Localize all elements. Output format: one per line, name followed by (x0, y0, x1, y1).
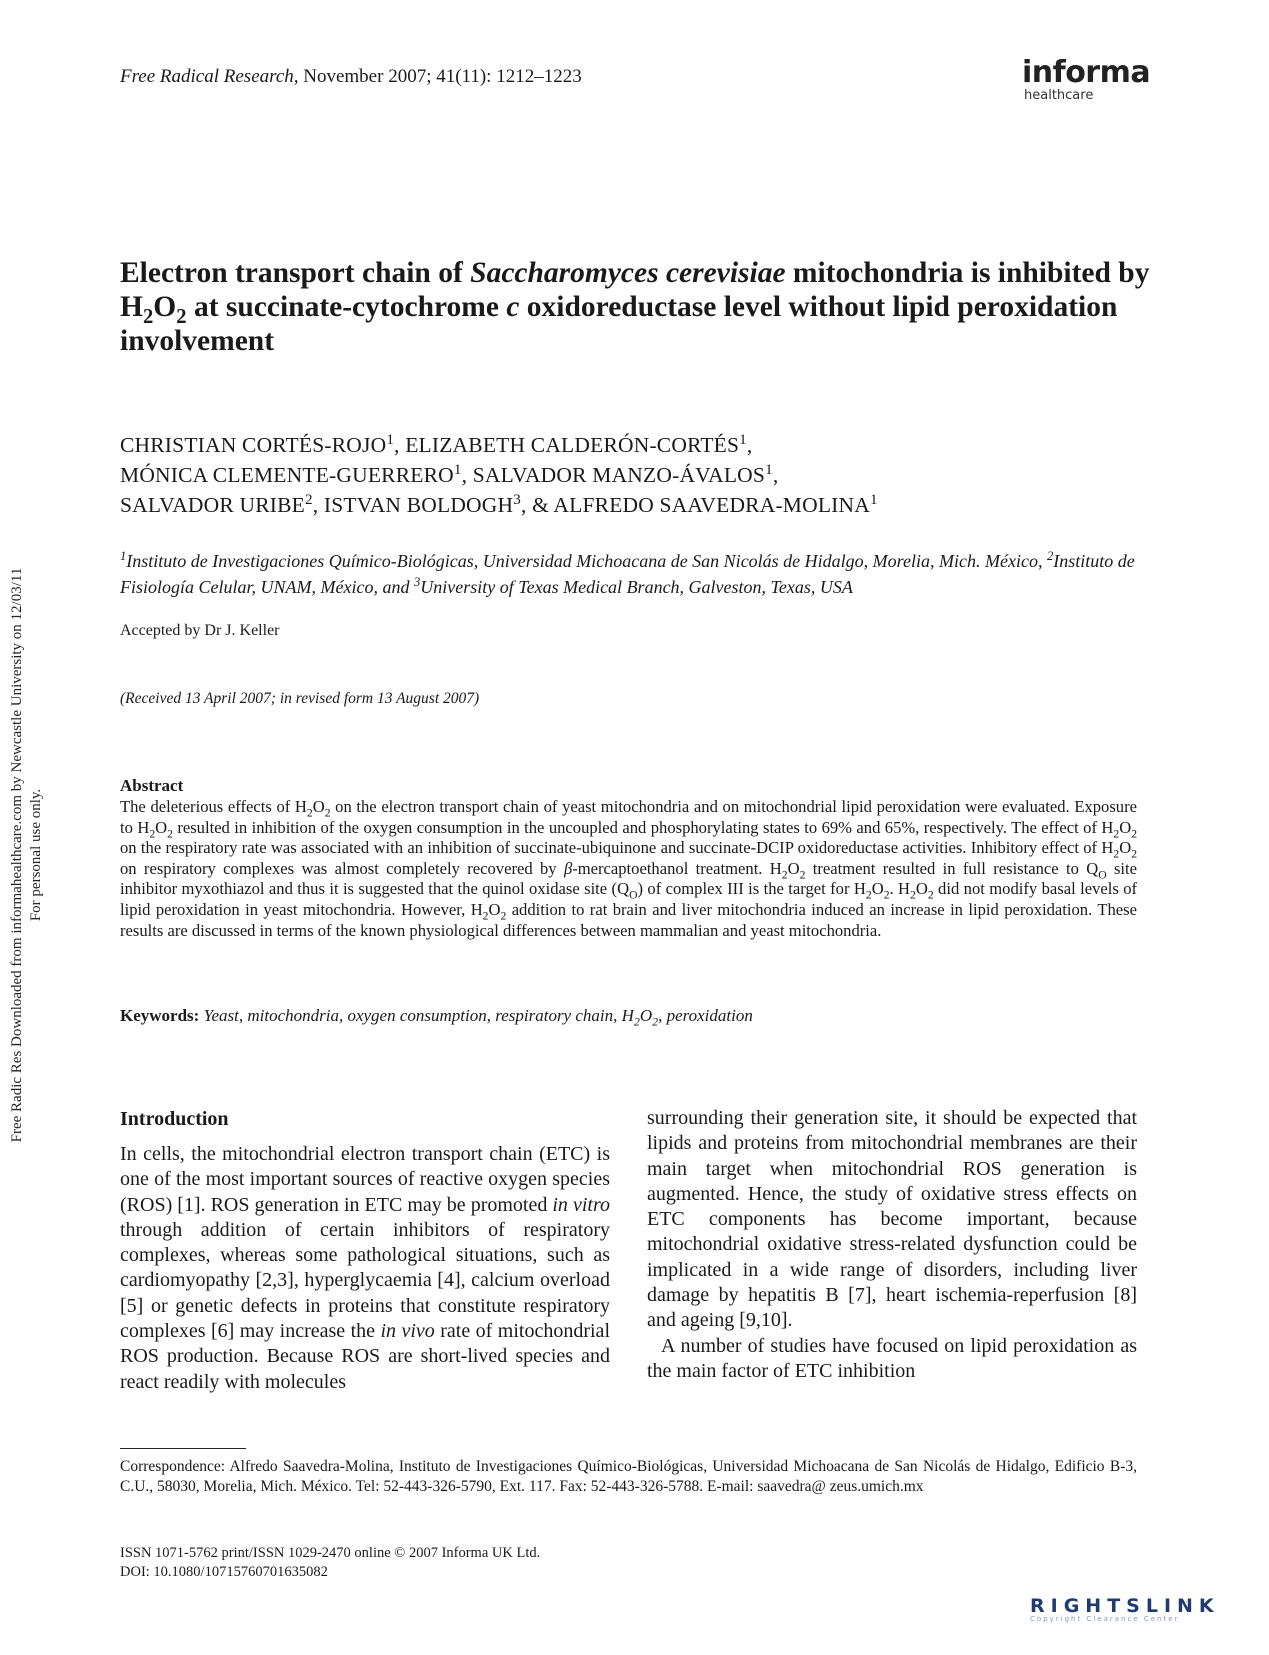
affiliation: Instituto de Investigaciones Químico-Biológicas, Universidad Michoacana de San Nicolás de Hidalgo, Morelia, Mich. México, (126, 551, 1047, 571)
doi: DOI: 10.1080/10715760701635082 (120, 1564, 328, 1580)
author-affil-mark: 1 (765, 461, 773, 478)
author-affil-mark: 1 (739, 431, 747, 448)
publisher-logo-name: informa (1022, 55, 1151, 90)
author-affil-mark: 1 (453, 461, 462, 478)
author-line (120, 490, 1150, 520)
author-affil-mark: 3 (513, 491, 521, 508)
download-notice-line1: Free Radic Res Downloaded from informahealthcare.com by Newcastle University on 12/03/11 (9, 567, 25, 1143)
abstract-heading: Abstract (120, 776, 184, 795)
title-subscript: 2 (176, 305, 187, 328)
affil-mark: 1 (120, 549, 127, 563)
author: SALVADOR URIBE (120, 493, 305, 517)
author: CHRISTIAN CORTÉS-ROJO (120, 433, 387, 457)
affiliations (120, 548, 1150, 600)
affiliation: University of Texas Medical Branch, Galveston, Texas, USA (420, 577, 853, 597)
title-subscript: 2 (142, 305, 154, 328)
affiliation: Instituto de Fisiología Celular, UNAM, México, and (120, 551, 1135, 597)
author-affil-mark: 1 (870, 491, 878, 508)
introduction-heading: Introduction (120, 1108, 229, 1130)
author: , ELIZABETH CALDERÓN-CORTÉS (394, 433, 740, 457)
author: , ISTVAN BOLDOGH (312, 493, 514, 517)
rightslink-sub: Copyright Clearance Center (1030, 1615, 1180, 1623)
author-line (120, 460, 1150, 490)
journal-details: November 2007; 41(11): 1212–1223 (303, 66, 582, 87)
author: , & ALFREDO SAAVEDRA-MOLINA (520, 493, 870, 517)
keywords (120, 1006, 1150, 1029)
author-affil-mark: 2 (305, 491, 313, 508)
title-text: oxidoreductase level without lipid peroxidation involvement (120, 291, 1118, 357)
intro-column-right: surrounding their generation site, it should be expected that lipids and proteins from mitochondrial membranes are their main target when mitochondrial ROS generation is augmented. Hence, the study of oxidative stress effects on ETC components has become important, because mitochondrial oxidative stress-related dysfunction could be implicated in a wide range of disorders, including liver damage by hepatitis B [7], heart ischemia-reperfusion [8] and ageing [9,10]. A number of studies have focused on lipid peroxidation as the main factor of ETC inhibition (647, 1107, 1137, 1382)
title-species: Saccharomyces cerevisiae (470, 257, 786, 289)
download-notice-line2: For personal use only. (28, 788, 44, 922)
affil-mark: 2 (1046, 549, 1054, 563)
title-italic: c (506, 291, 520, 323)
footnote-rule (120, 1448, 246, 1449)
affil-mark: 3 (413, 575, 421, 589)
issn-doi (120, 1544, 540, 1582)
author-affil-mark: 1 (386, 431, 395, 448)
author: MÓNICA CLEMENTE-GUERRERO (120, 463, 454, 487)
issn: ISSN 1071-5762 print/ISSN 1029-2470 online © 2007 Informa UK Ltd. (120, 1545, 541, 1561)
title-text: Electron transport chain of (120, 257, 471, 289)
author-separator: , (746, 433, 753, 457)
author-line (120, 430, 1150, 460)
rightslink-label: RIGHTSLINK (1030, 1595, 1220, 1617)
title-text: at succinate-cytochrome (186, 291, 507, 323)
journal-citation (120, 66, 582, 88)
received-dates: (Received 13 April 2007; in revised form 13 August 2007) (120, 690, 480, 707)
title-text: mitochondria is inhibited by H (120, 257, 1150, 323)
abstract-body: The deleterious effects of $H_2O_2$ on the electron transport chain of yeast mitochondria and on mitochondrial lipid peroxidation were evaluated. Exposure to $H_2O_2$ resulted in inhibition of the oxygen consumption in the uncoupled and phosphorylating states to 69% and 65%, respectively. The effect of $H_2O_2$ on the respiratory rate was associated with an inhibition of succinate-ubiquinone and succinate-DCIP oxidoreductase activities. Inhibitory effect of $H_2O_2$ on respiratory complexes was almost completely recovered by β-mercaptoethanol treatment. $H_2O_2$ treatment resulted in full resistance to $Q_O$ site inhibitor myxothiazol and thus it is suggested that the quinol oxidase site $(Q_O)$ of complex III is the target for $H_2O_2$. $H_2O_2$ did not modify basal levels of lipid peroxidation in yeast mitochondria. However, $H_2O_2$ addition to rat brain and liver mitochondria induced an increase in lipid peroxidation. These results are discussed in terms of the known physiological differences between mammalian and yeast mitochondria. (120, 797, 1138, 940)
author: , SALVADOR MANZO-ÁVALOS (461, 463, 766, 487)
intro-column-left: In cells, the mitochondrial electron transport chain (ETC) is one of the most important sources of reactive oxygen species (ROS) [1]. ROS generation in ETC may be promoted in vitro through addition of certain inhibitors of respiratory complexes, whereas some pathological situations, such as cardiomyopathy [2,3], hyperglycaemia [4], calcium overload [5] or genetic defects in proteins that constitute respiratory complexes [6] may increase the in vivo rate of mitochondrial ROS production. Because ROS are short-lived species and react readily with molecules (120, 1143, 610, 1393)
rightslink-logo[interactable] (1030, 1595, 1245, 1623)
publisher-logo[interactable] (1022, 55, 1151, 103)
author-separator: , (772, 463, 779, 487)
author-list (120, 430, 1150, 520)
correspondence: Correspondence: Alfredo Saavedra-Molina, Instituto de Investigaciones Químico-Biológicas, Universidad Michoacana de San Nicolás de Hidalgo, Edificio B-3, C.U., 58030, Morelia, Mich. México. Tel: 52-443-326-5790, Ext. 117. Fax: 52-443-326-5788. E-mail: saavedra@ zeus.umich.mx (120, 1458, 1137, 1495)
title-text: O (153, 291, 177, 323)
publisher-logo-sub: healthcare (1024, 88, 1094, 103)
journal-title: Free Radical Research, (120, 66, 299, 87)
keywords-label: Keywords: (120, 1006, 200, 1025)
article-title (120, 256, 1150, 358)
download-notice (8, 525, 46, 1185)
accepted-by: Accepted by Dr J. Keller (120, 622, 280, 639)
keywords-values: Yeast, mitochondria, oxygen consumption, respiratory chain, $H_2O_2$, peroxidation (199, 1006, 753, 1029)
